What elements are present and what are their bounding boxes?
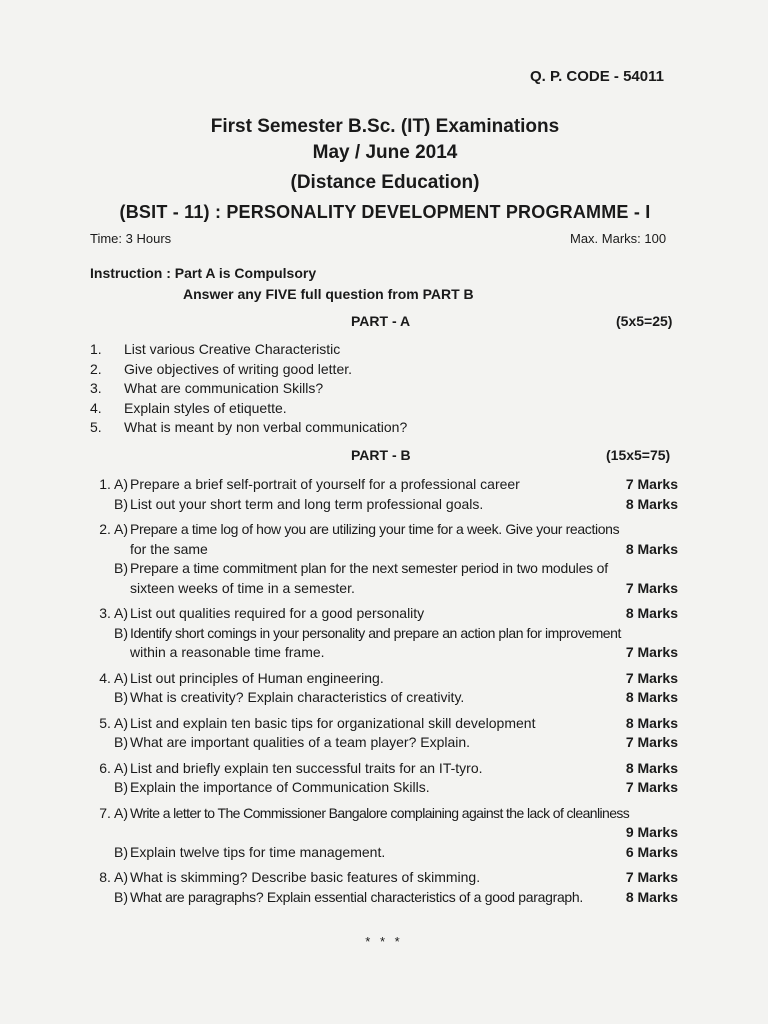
- part-a-marks: (5x5=25): [616, 313, 673, 329]
- list-item: 2. Give objectives of writing good letter.: [90, 360, 353, 377]
- end-marker: * * *: [365, 934, 403, 949]
- list-item: 5. What is meant by non verbal communication?: [90, 419, 408, 435]
- qp-code: Q. P. CODE - 54011: [530, 68, 664, 85]
- instruction-line-1: Instruction : Part A is Compulsory: [90, 265, 317, 281]
- list-item: 4. Explain styles of etiquette.: [90, 399, 287, 416]
- part-a-list: [90, 340, 407, 438]
- question-3: 3. A) List out qualities required for a good personality 8 Marks B) Identify short comings in your personality and prepare an action plan for improvement within a reasonable time frame. 7 Marks: [99, 605, 678, 660]
- instruction-line-2: Answer any FIVE full question from PART B: [183, 286, 474, 302]
- max-marks: Max. Marks: 100: [570, 231, 667, 246]
- question-7: 7. A) Write a letter to The Commissioner Bangalore complaining against the lack of cleanliness 9 Marks B) Explain twelve tips for time management. 6 Marks: [99, 804, 678, 860]
- course-title: (BSIT - 11) : PERSONALITY DEVELOPMENT PROGRAMME - I: [119, 202, 651, 222]
- question-5: 5. A) List and explain ten basic tips for organizational skill development 8 Marks B) What are important qualities of a team player? Explain. 7 Marks: [99, 714, 678, 750]
- part-b-heading: PART - B: [351, 447, 411, 463]
- exam-mode: (Distance Education): [290, 172, 480, 193]
- exam-session: May / June 2014: [312, 142, 458, 163]
- question-6: 6. A) List and briefly explain ten successful traits for an IT-tyro. 8 Marks B) Explain the importance of Communication Skills. 7 Marks: [99, 759, 678, 795]
- question-1: 1. A) Prepare a brief self-portrait of yourself for a professional career 7 Marks B) List out your short term and long term professional goals. 8 Marks: [99, 476, 678, 512]
- part-b-marks: (15x5=75): [606, 447, 671, 463]
- question-8: 8. A) What is skimming? Describe basic features of skimming. 7 Marks B) What are paragraphs? Explain essential characteristics of a good paragraph. 8 Marks: [99, 869, 678, 905]
- question-4: 4. A) List out principles of Human engineering. 7 Marks B) What is creativity? Explain characteristics of creativity. 8 Marks: [99, 669, 678, 705]
- question-2: 2. A) Prepare a time log of how you are utilizing your time for a week. Give your reactions for the same 8 Marks B) Prepare a time commitment plan for the next semester period in two modules of sixteen weeks of time in a semester. 7 Marks: [99, 521, 678, 596]
- part-b-questions: [88, 475, 678, 913]
- part-a-heading: PART - A: [351, 313, 411, 329]
- list-item: 1. List various Creative Characteristic: [90, 341, 341, 357]
- exam-title: First Semester B.Sc. (IT) Examinations: [210, 116, 560, 137]
- list-item: 3. What are communication Skills?: [90, 380, 324, 396]
- time-allowed: Time: 3 Hours: [90, 231, 172, 246]
